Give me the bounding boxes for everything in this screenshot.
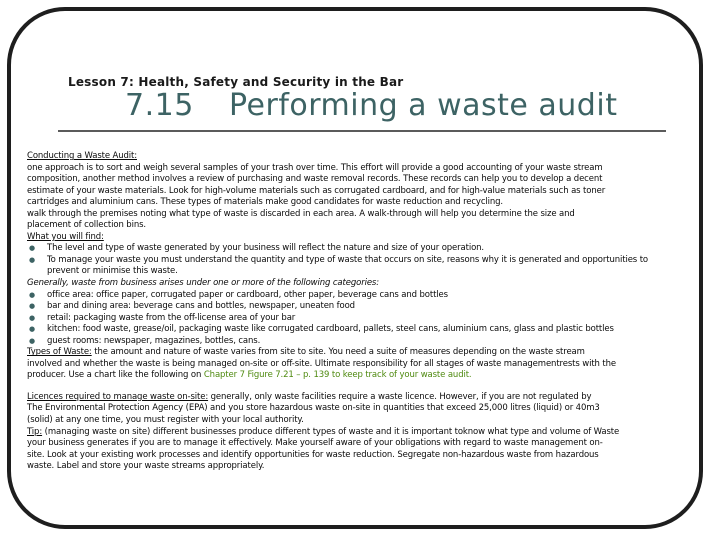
bullet-icon: ● [29, 255, 35, 264]
licences-paragraph-line: Licences required to manage waste on-site: generally, only waste facilities require a waste licence. However, if you are not regulated by [27, 391, 592, 402]
find-heading: What you will find: [27, 231, 104, 242]
licences-label: Licences required to manage waste on-site: [27, 391, 209, 402]
bullet-icon: ● [29, 313, 35, 322]
licences-paragraph-line: (solid) at any one time, you must register with your local authority. [27, 415, 304, 426]
bullet-item: ● guest rooms: newspaper, magazines, bottles, cans. [29, 335, 261, 346]
title-text: Performing a waste audit [229, 88, 618, 123]
bullet-item: ● To manage your waste you must understand the quantity and type of waste that occurs on site, reasons why it is generated and opportunities to [29, 254, 648, 265]
bullet-icon: ● [29, 325, 35, 334]
title-divider [58, 130, 666, 132]
conducting-line: cartridges and aluminium cans. These types of materials make good candidates for waste reduction and recycling. [27, 197, 503, 208]
section-number: 7.15 [125, 88, 194, 123]
categories-heading: Generally, waste from business arises under one or more of the following categories: [27, 278, 379, 289]
types-paragraph-line: Types of Waste: the amount and nature of waste varies from site to site. You need a suite of measures depending on the waste stream [27, 347, 585, 358]
conducting-line: estimate of your waste materials. Look for high-volume materials such as corrugated cardboard, and for high-value materials such as toner [27, 185, 606, 196]
chapter-reference-link[interactable]: Chapter 7 Figure 7.21 – p. 139 to keep track of your waste audit. [203, 370, 472, 381]
bullet-item: ● kitchen: food waste, grease/oil, packaging waste like corrugated cardboard, pallets, steel cans, aluminium cans, glass and plastic bottles [29, 324, 614, 335]
conducting-line: walk through the premises noting what type of waste is discarded in each area. A walk-through will help you determine the size and [27, 208, 575, 219]
slide-title [125, 88, 617, 123]
tip-label: Tip: [27, 426, 43, 437]
tip-paragraph-line: site. Look at your existing work processes and identify opportunities for waste reduction. Segregate non-hazardous waste from hazardous [27, 449, 599, 460]
tip-paragraph-line: your business generates if you are to manage it effectively. Make yourself aware of your obligations with regard to waste management on- [27, 438, 603, 449]
tip-paragraph-line: waste. Label and store your waste streams appropriately. [27, 461, 265, 472]
types-paragraph-line: involved and whether the waste is being managed on-site or off-site. Ultimate responsibility for all stages of waste managementrests with the [27, 358, 616, 369]
conducting-line: composition, another method involves a review of purchasing and waste removal records. These records can help you to develop a decent [27, 174, 603, 185]
licences-paragraph-line: The Environmental Protection Agency (EPA) and you store hazardous waste on-site in quantities that exceed 25,000 litres (liquid) or 40m3 [27, 403, 600, 414]
bullet-icon: ● [29, 290, 35, 299]
tip-paragraph-line: Tip: (managing waste on site) different businesses produce different types of waste and it is important toknow what type and volume of Waste [27, 426, 620, 437]
conducting-heading: Conducting a Waste Audit: [27, 151, 137, 161]
bullet-continuation: prevent or minimise this waste. [47, 266, 178, 277]
bullet-item: ● The level and type of waste generated by your business will reflect the nature and size of your operation. [29, 243, 485, 254]
bullet-icon: ● [29, 244, 35, 253]
lesson-header: Lesson 7: Health, Safety and Security in the Bar [68, 75, 404, 89]
bullet-icon: ● [29, 302, 35, 311]
bullet-item: ● bar and dining area: beverage cans and bottles, newspaper, uneaten food [29, 301, 355, 312]
body-text [27, 151, 695, 473]
types-paragraph-line: producer. Use a chart like the following on Chapter 7 Figure 7.21 – p. 139 to keep track of your waste audit. [27, 370, 472, 381]
bullet-item: ● office area: office paper, corrugated paper or cardboard, other paper, beverage cans and bottles [29, 289, 448, 300]
conducting-line: placement of collection bins. [27, 220, 146, 231]
conducting-line: one approach is to sort and weigh several samples of your trash over time. This effort will provide a good accounting of your waste stream [27, 162, 603, 173]
bullet-item: ● retail: packaging waste from the off-license area of your bar [29, 312, 296, 323]
paragraph-gap [27, 382, 695, 392]
types-label: Types of Waste: [27, 347, 92, 358]
bullet-icon: ● [29, 336, 35, 345]
